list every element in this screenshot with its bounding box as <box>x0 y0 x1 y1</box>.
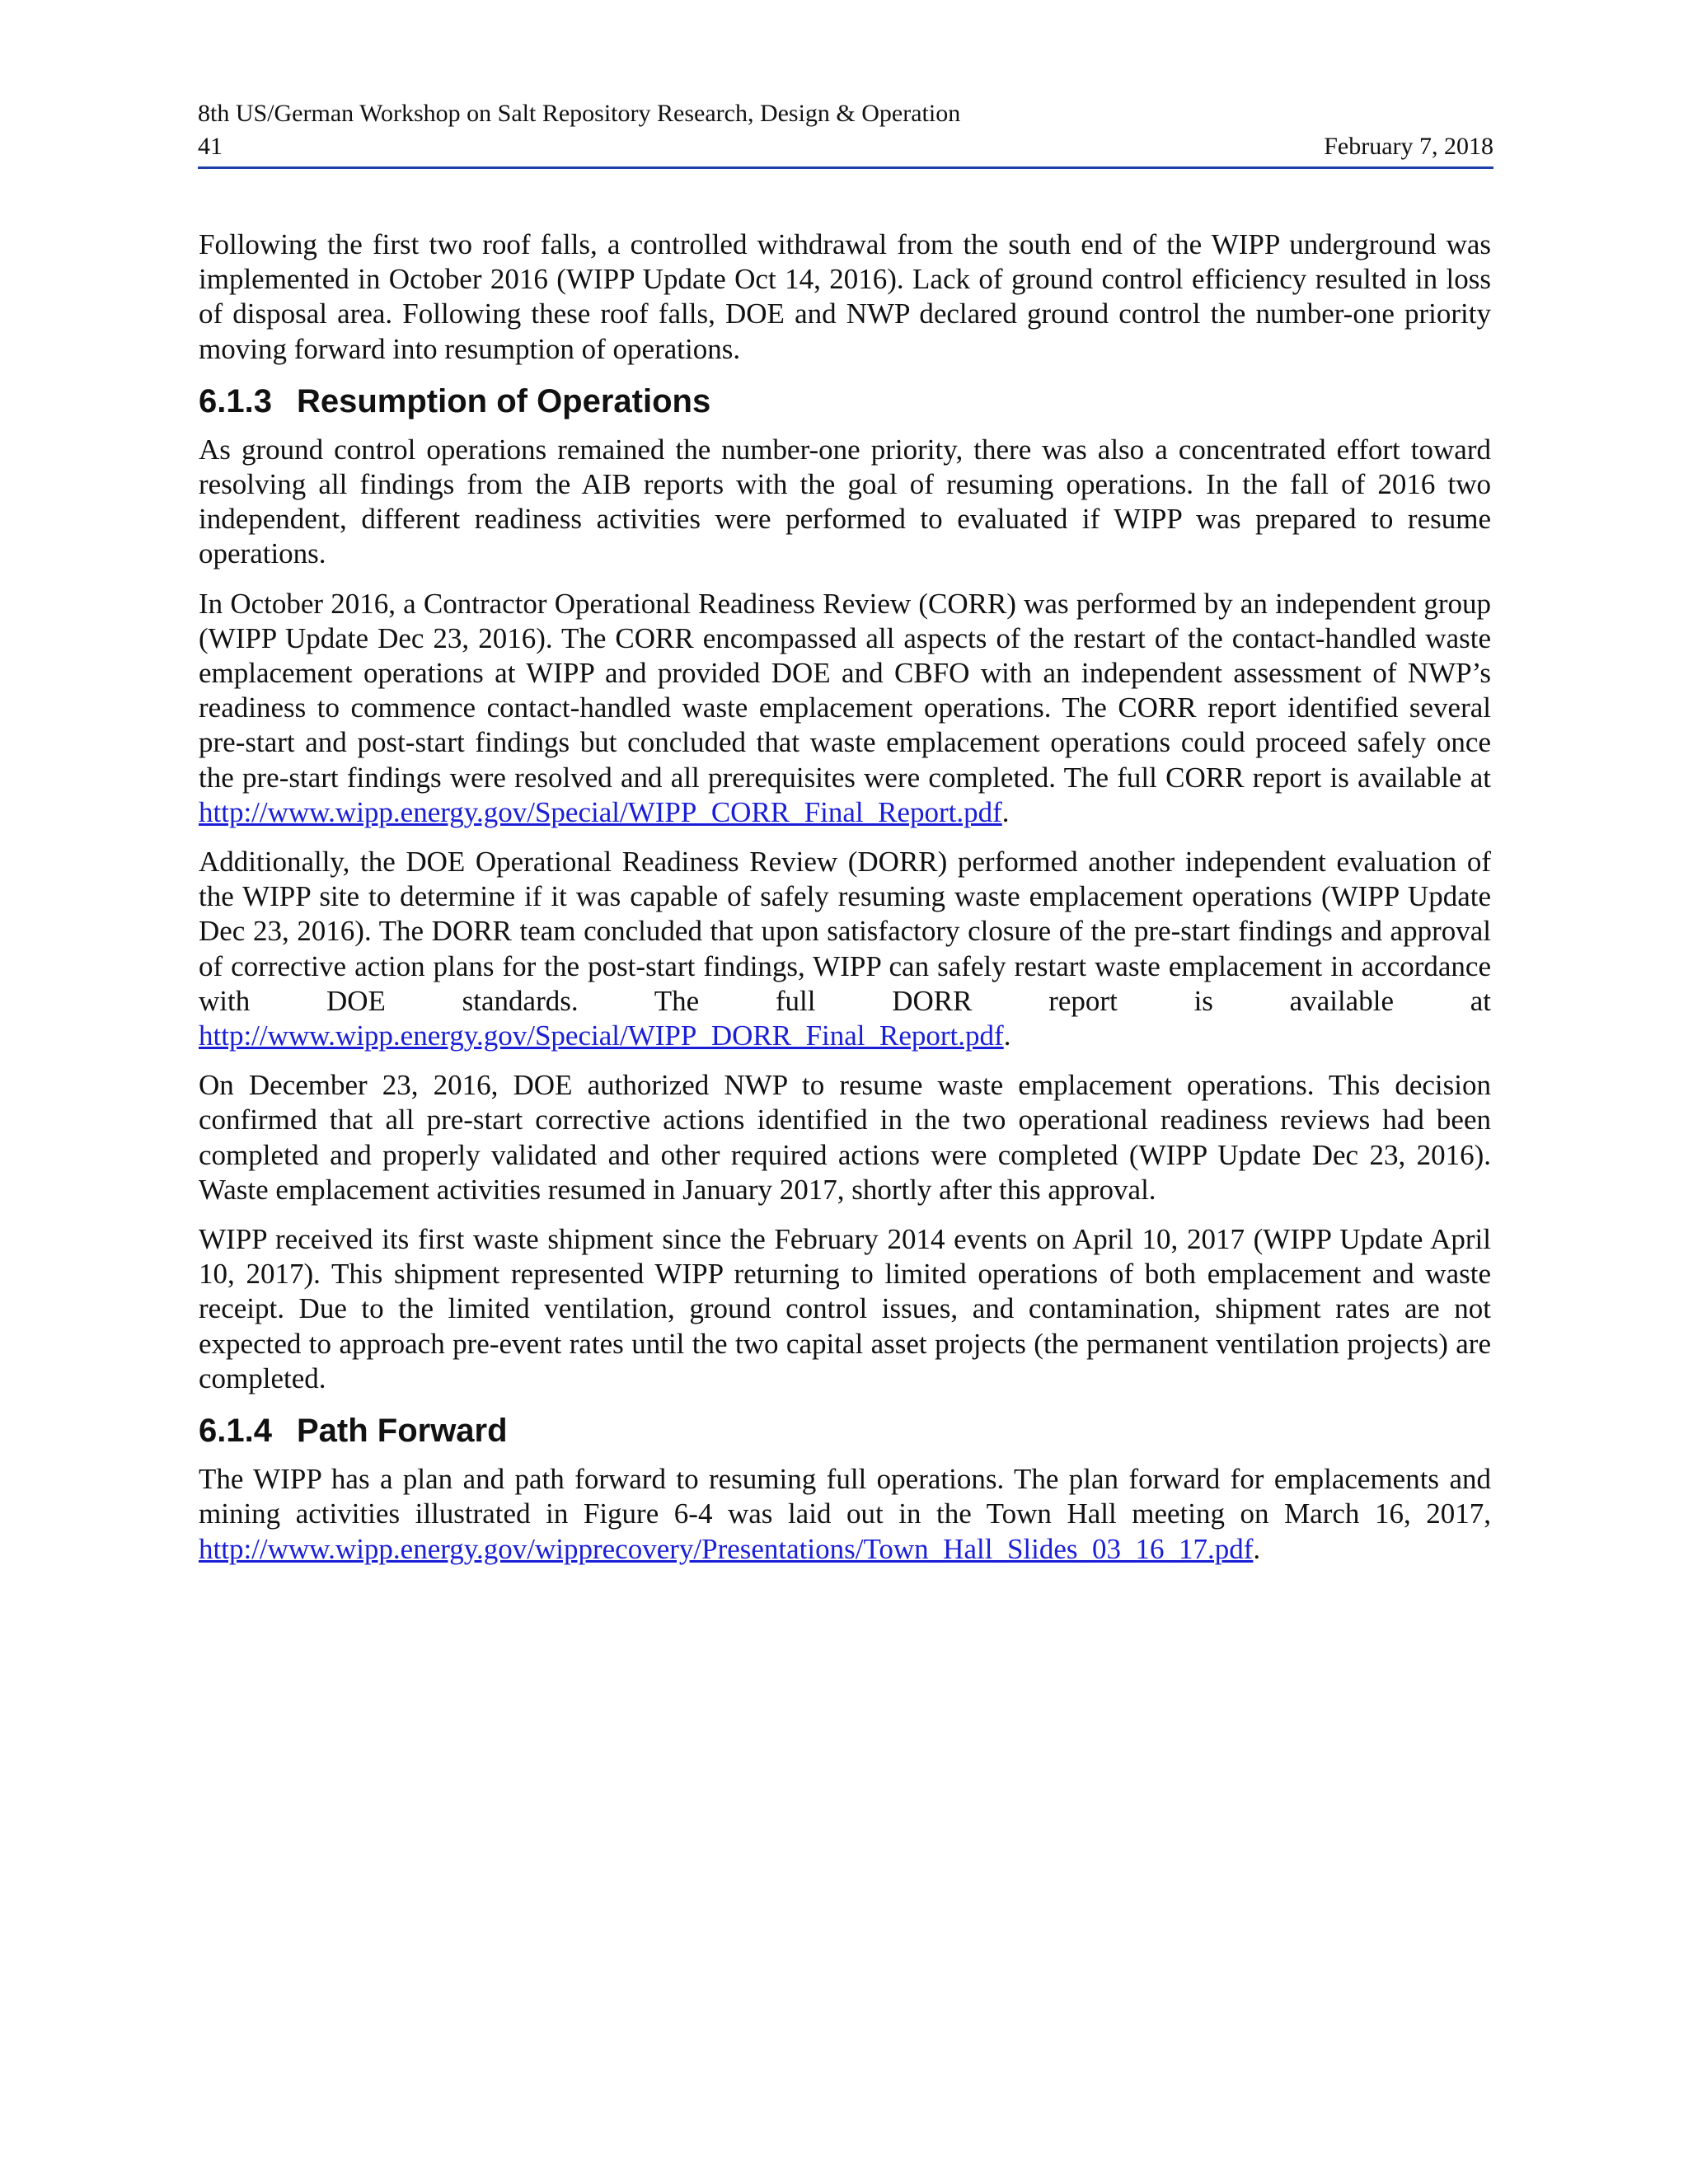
corr-report-link[interactable]: http://www.wipp.energy.gov/Special/WIPP_CORR_Final_Report.pdf <box>199 795 1002 828</box>
paragraph-dorr-text: Additionally, the DOE Operational Readiness Review (DORR) performed another independent evaluation of the WIPP site to determine if it was capable of safely resuming waste emplacement operations (WIPP Update Dec 23, 2016). The DORR team concluded that upon satisfactory closure of the pre-start findings and approval of corrective action plans for the post-start findings, WIPP can safely restart waste emplacement in accordance with DOE standards. The full DORR report is available at <box>199 846 1491 1017</box>
paragraph-path-forward <box>199 1462 1491 1567</box>
header-date: February 7, 2018 <box>1324 133 1493 160</box>
section-title: Path Forward <box>296 1413 508 1450</box>
page-number: 41 <box>198 133 223 160</box>
section-heading-resumption <box>199 382 1491 421</box>
paragraph-dorr-end: . <box>1003 1019 1011 1052</box>
section-number: 6.1.4 <box>199 1413 272 1450</box>
section-title: Resumption of Operations <box>296 382 711 419</box>
paragraph-corr-end: . <box>1001 795 1010 828</box>
section-number: 6.1.3 <box>199 382 272 419</box>
paragraph-corr-text: In October 2016, a Contractor Operational Readiness Review (CORR) was performed by an independent group (WIPP Update Dec 23, 2016). The CORR encompassed all aspects of the restart of the contact-handled waste emplacement operations at WIPP and provided DOE and CBFO with an independent assessment of NWP’s readiness to commence contact-handled waste emplacement operations. The CORR report identified several pre-start and post-start findings but concluded that waste emplacement operations could proceed safely once the pre-start findings were resolved and all prerequisites were completed. The full CORR report is available at <box>199 587 1491 794</box>
paragraph-dorr <box>199 845 1491 1053</box>
document-body <box>199 227 1491 1582</box>
page-header <box>198 97 1493 169</box>
header-meta-row <box>198 130 1493 163</box>
paragraph-path-forward-text: The WIPP has a plan and path forward to resuming full operations. The plan forward for emplacements and mining activities illustrated in Figure 6-4 was laid out in the Town Hall meeting on March 16, 2017, <box>199 1463 1491 1530</box>
paragraph-ground-control: As ground control operations remained the number-one priority, there was also a concentrated effort toward resolving all findings from the AIB reports with the goal of resuming operations. In the fall of 2016 two independent, different readiness activities were performed to evaluated if WIPP was prepared to resume operations. <box>199 433 1491 570</box>
town-hall-slides-link[interactable]: http://www.wipp.energy.gov/wipprecovery/Presentations/Town_Hall_Slides_03_16_17.pdf <box>199 1532 1254 1565</box>
paragraph-corr <box>199 587 1491 830</box>
header-workshop-title: 8th US/German Workshop on Salt Repository Research, Design & Operation <box>198 100 961 127</box>
dorr-report-link[interactable]: http://www.wipp.energy.gov/Special/WIPP_DORR_Final_Report.pdf <box>199 1019 1004 1052</box>
paragraph-path-forward-end: . <box>1253 1532 1261 1565</box>
paragraph-roof-falls: Following the first two roof falls, a controlled withdrawal from the south end of the WIPP underground was implemented in October 2016 (WIPP Update Oct 14, 2016). Lack of ground control efficiency resulted in loss of disposal area. Following these roof falls, DOE and NWP declared ground control the number-one priority moving forward into resumption of operations. <box>199 228 1491 365</box>
section-heading-path-forward <box>199 1411 1491 1451</box>
paragraph-first-shipment: WIPP received its first waste shipment since the February 2014 events on April 10, 2017 (WIPP Update April 10, 2017). This shipment represented WIPP returning to limited operations of both emplacement and waste receipt. Due to the limited ventilation, ground control issues, and contamination, shipment rates are not expected to approach pre-event rates until the two capital asset projects (the permanent ventilation projects) are completed. <box>199 1223 1491 1394</box>
paragraph-authorization: On December 23, 2016, DOE authorized NWP to resume waste emplacement operations. This decision confirmed that all pre-start corrective actions identified in the two operational readiness reviews had been completed and properly validated and other required actions were completed (WIPP Update Dec 23, 2016). Waste emplacement activities resumed in January 2017, shortly after this approval. <box>199 1069 1491 1206</box>
